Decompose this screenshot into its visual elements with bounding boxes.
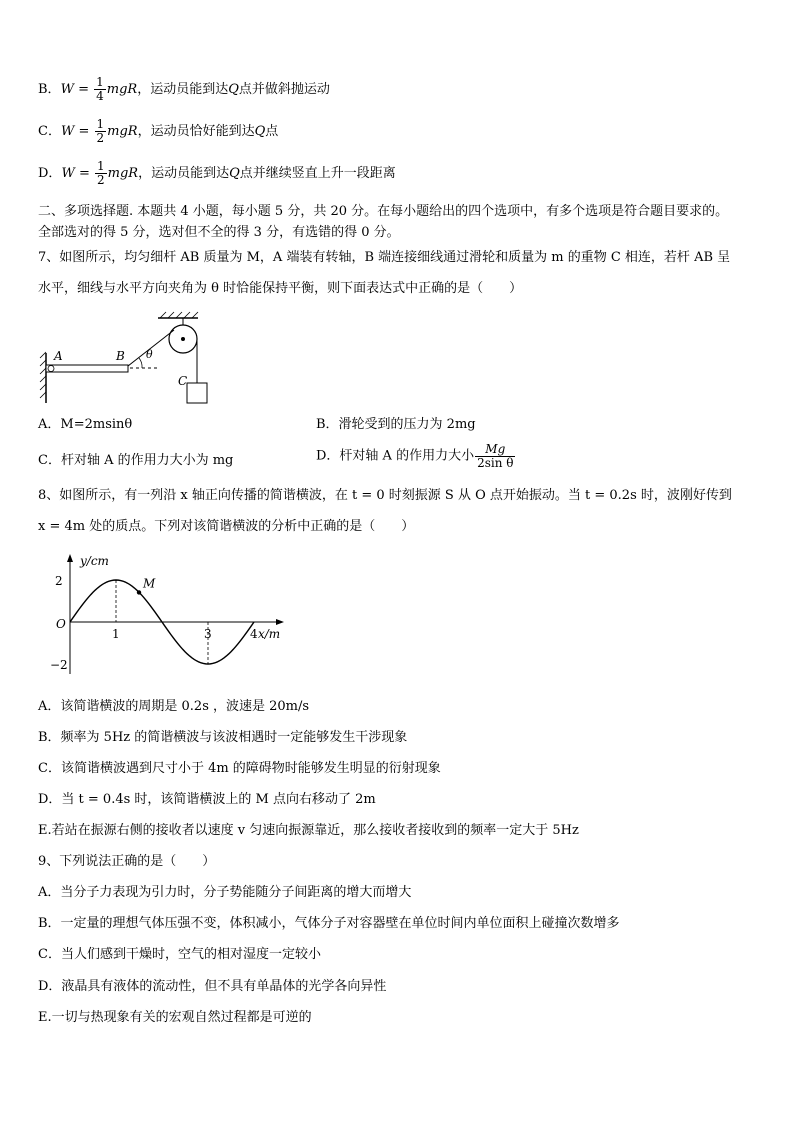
- q7-option-a: A．M=2msinθ: [38, 417, 133, 432]
- y-tick-neg2: −2: [50, 658, 68, 672]
- q8-stem-cont: x = 4m 处的质点。下列对该简谐横波的分析中正确的是（ ）: [38, 519, 415, 534]
- section-heading-cont: 全部选对的得 5 分，选对但不全的得 3 分，有选错的得 0 分。: [38, 225, 400, 240]
- q7-option-c: C．杆对轴 A 的作用力大小为 mg: [38, 453, 234, 468]
- point-m: [137, 590, 141, 594]
- q7-stem-cont: 水平，细线与水平方向夹角为 θ 时恰能保持平衡，则下面表达式中正确的是（ ）: [38, 281, 523, 296]
- q8-wave-chart: [48, 550, 298, 680]
- q8-option-b: B．频率为 5Hz 的简谐横波与该波相遇时一定能够发生干涉现象: [38, 730, 408, 745]
- q7-option-b: B．滑轮受到的压力为 2mg: [316, 417, 476, 432]
- q9-option-d: D．液晶具有液体的流动性，但不具有单晶体的光学各向异性: [38, 979, 387, 994]
- q9-option-b: B．一定量的理想气体压强不变，体积减小，气体分子对容器壁在单位时间内单位面积上碰撞次数增多: [38, 916, 620, 931]
- option-d-prev: D．W = $\frac{1}{2}$ mgR，运动员能到达Q点并继续竖直上升一段距离: [38, 159, 396, 187]
- x-axis-arrow: [276, 619, 284, 625]
- q8-option-c: C．该简谐横波遇到尺寸小于 4m 的障碍物时能够发生明显的衍射现象: [38, 761, 441, 776]
- q8-option-d: D．当 t = 0.4s 时，该简谐横波上的 M 点向右移动了 2m: [38, 792, 376, 807]
- x-tick-3: 3: [204, 627, 212, 641]
- ceiling-hatch: [160, 312, 198, 318]
- angle-arc: [139, 358, 142, 368]
- pulley-axle: [181, 337, 185, 341]
- pivot-a: [48, 366, 54, 372]
- x-axis-label: x/m: [258, 627, 281, 641]
- q7-option-d: D．杆对轴 A 的作用力大小 $\frac{Mg}{\text{2sin θ}}$: [316, 442, 514, 470]
- q9-option-c: C．当人们感到干燥时，空气的相对湿度一定较小: [38, 947, 321, 962]
- option-b-prev: B．W = $\frac{1}{4}$ mgR，运动员能到达Q点并做斜抛运动: [38, 75, 330, 103]
- option-c-prev: C．W = $\frac{1}{2}$ mgR，运动员恰好能到达Q点: [38, 117, 279, 145]
- label-b: B: [116, 349, 125, 363]
- q7-figure: [38, 308, 228, 408]
- y-tick-2: 2: [55, 574, 63, 588]
- y-axis-label: y/cm: [80, 554, 109, 568]
- fraction: $\frac{Mg}{\text{2sin θ}}$: [477, 442, 514, 470]
- fraction: $\frac{1}{4}$: [96, 75, 104, 103]
- weight-c: [187, 383, 207, 403]
- section-heading: 二、多项选择题. 本题共 4 小题，每小题 5 分，共 20 分。在每小题给出的四个选项中，有多个选项是符合题目要求的。: [38, 204, 729, 219]
- label-theta: θ: [146, 348, 153, 361]
- label-m: M: [143, 576, 156, 591]
- q9-stem: 9、下列说法正确的是（ ）: [38, 854, 216, 869]
- q7-stem: 7、如图所示，均匀细杆 AB 质量为 M，A 端装有转轴，B 端连接细线通过滑轮和质量为 m 的重物 C 相连，若杆 AB 呈: [38, 250, 731, 265]
- rod-ab: [46, 365, 128, 372]
- y-axis-arrow: [67, 554, 73, 562]
- q8-stem: 8、如图所示，有一列沿 x 轴正向传播的简谐横波，在 t = 0 时刻振源 S 从 O 点开始振动。当 t = 0.2s 时，波刚好传到: [38, 488, 732, 503]
- label-c: C: [178, 374, 188, 388]
- fraction: $\frac{1}{2}$: [96, 117, 105, 145]
- x-tick-1: 1: [112, 627, 120, 641]
- x-tick-4: 4: [250, 627, 258, 641]
- q8-option-e: E.若站在振源右侧的接收者以速度 v 匀速向振源靠近，那么接收者接收到的频率一定大于 5Hz: [38, 823, 579, 838]
- q8-option-a: A．该简谐横波的周期是 0.2s ，波速是 20m/s: [38, 699, 310, 714]
- q9-option-e: E.一切与热现象有关的宏观自然过程都是可逆的: [38, 1010, 312, 1025]
- q9-option-a: A．当分子力表现为引力时，分子势能随分子间距离的增大而增大: [38, 885, 412, 900]
- wall-hatch: [40, 352, 46, 398]
- fraction: $\frac{1}{2}$: [96, 159, 105, 187]
- label-a: A: [54, 349, 63, 363]
- origin-label: O: [56, 617, 66, 631]
